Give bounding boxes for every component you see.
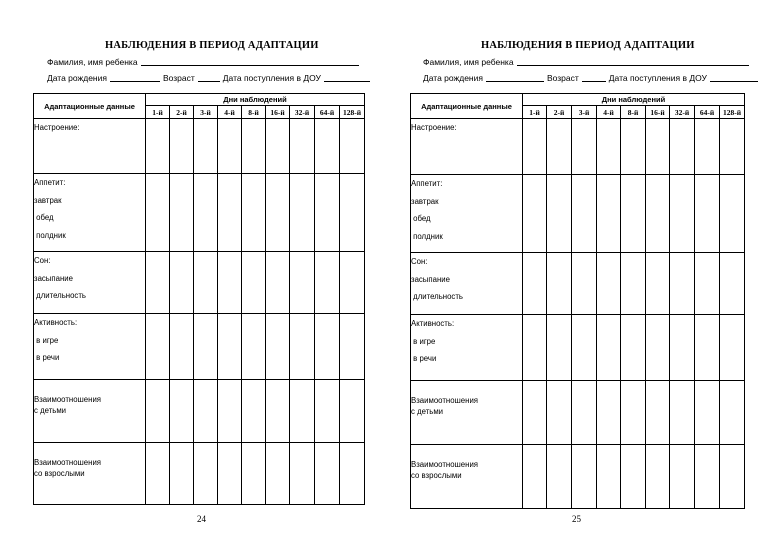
- row-label-line: Активность:: [34, 318, 78, 327]
- observation-cell[interactable]: [194, 314, 218, 380]
- observation-cell[interactable]: [315, 174, 340, 252]
- observation-cell[interactable]: [547, 119, 572, 175]
- observation-cell[interactable]: [646, 175, 670, 253]
- observation-cell[interactable]: [646, 315, 670, 381]
- day-header: 2-й: [170, 106, 194, 119]
- day-header: 16-й: [266, 106, 290, 119]
- observation-cell[interactable]: [218, 443, 242, 505]
- observation-cell[interactable]: [670, 253, 695, 315]
- observation-cell[interactable]: [266, 380, 290, 443]
- observation-cell[interactable]: [572, 253, 597, 315]
- row-label-line: Взаимоотношения: [411, 460, 479, 469]
- observation-cell[interactable]: [266, 314, 290, 380]
- observation-cell[interactable]: [646, 253, 670, 315]
- days-header: Дни наблюдений: [523, 94, 745, 106]
- observation-cell[interactable]: [523, 119, 547, 175]
- row-label: [34, 174, 146, 252]
- observation-cell[interactable]: [547, 445, 572, 509]
- day-header: 4-й: [218, 106, 242, 119]
- day-header: 3-й: [194, 106, 218, 119]
- observation-cell[interactable]: [720, 175, 745, 253]
- observation-cell[interactable]: [194, 380, 218, 443]
- row-label-line: Взаимоотношения: [411, 396, 479, 405]
- row-label-line: длительность: [411, 292, 463, 301]
- child-name-blank[interactable]: [141, 57, 359, 66]
- info-line: [423, 73, 761, 83]
- row-label-line: в речи: [411, 354, 437, 363]
- day-header: 4-й: [597, 106, 621, 119]
- page-number: 24: [197, 514, 206, 524]
- admission-date-blank[interactable]: [710, 73, 758, 82]
- age-blank[interactable]: [198, 73, 220, 82]
- observation-cell[interactable]: [572, 381, 597, 445]
- observation-cell[interactable]: [146, 174, 170, 252]
- observation-cell[interactable]: [597, 253, 621, 315]
- observation-cell[interactable]: [597, 381, 621, 445]
- observation-cell[interactable]: [194, 119, 218, 174]
- observation-table: [410, 93, 745, 509]
- right-page: [386, 0, 772, 540]
- col-header: Адаптационные данные: [411, 94, 523, 119]
- observation-cell[interactable]: [242, 119, 266, 174]
- observation-cell[interactable]: [290, 443, 315, 505]
- table-row: [34, 119, 365, 174]
- observation-cell[interactable]: [572, 119, 597, 175]
- observation-cell[interactable]: [597, 175, 621, 253]
- observation-cell[interactable]: [646, 381, 670, 445]
- page-title: НАБЛЮДЕНИЯ В ПЕРИОД АДАПТАЦИИ: [105, 40, 319, 51]
- row-label-line: со взрослыми: [34, 469, 85, 478]
- row-label-line: с детьми: [34, 406, 67, 415]
- observation-cell[interactable]: [315, 252, 340, 314]
- observation-cell[interactable]: [547, 175, 572, 253]
- table-row: [34, 380, 365, 443]
- observation-cell[interactable]: [146, 314, 170, 380]
- table-row: [411, 253, 745, 315]
- observation-cell[interactable]: [170, 119, 194, 174]
- observation-cell[interactable]: [315, 443, 340, 505]
- table-row: [34, 443, 365, 505]
- observation-cell[interactable]: [720, 381, 745, 445]
- table-row: [411, 381, 745, 445]
- observation-cell[interactable]: [146, 252, 170, 314]
- row-label-line: со взрослыми: [411, 471, 462, 480]
- row-label-line: полдник: [411, 231, 443, 241]
- table-body: [34, 119, 365, 505]
- days-header: Дни наблюдений: [146, 94, 365, 106]
- info-line: [47, 73, 373, 83]
- observation-cell[interactable]: [523, 315, 547, 381]
- row-label-line: обед: [34, 213, 54, 222]
- observation-cell[interactable]: [242, 314, 266, 380]
- observation-cell[interactable]: [290, 119, 315, 174]
- row-label-line: Настроение:: [34, 123, 80, 132]
- table-row: [411, 445, 745, 509]
- row-label-line: Взаимоотношения: [34, 395, 102, 404]
- observation-cell[interactable]: [523, 253, 547, 315]
- observation-cell[interactable]: [242, 380, 266, 443]
- row-label-line: с детьми: [411, 407, 444, 416]
- observation-cell[interactable]: [146, 443, 170, 505]
- row-label: [411, 119, 523, 175]
- observation-cell[interactable]: [695, 381, 720, 445]
- observation-cell[interactable]: [720, 119, 745, 175]
- observation-cell[interactable]: [597, 445, 621, 509]
- observation-cell[interactable]: [315, 380, 340, 443]
- observation-cell[interactable]: [290, 314, 315, 380]
- observation-cell[interactable]: [670, 381, 695, 445]
- day-header: 8-й: [621, 106, 646, 119]
- observation-cell[interactable]: [146, 119, 170, 174]
- row-label-line: в игре: [34, 335, 59, 345]
- day-header: 32-й: [670, 106, 695, 119]
- observation-cell[interactable]: [621, 315, 646, 381]
- day-header: 16-й: [646, 106, 670, 119]
- observation-cell[interactable]: [340, 380, 365, 443]
- observation-cell[interactable]: [720, 315, 745, 381]
- observation-cell[interactable]: [340, 174, 365, 252]
- observation-cell[interactable]: [170, 443, 194, 505]
- child-name-field: [423, 57, 752, 67]
- row-label-line: Настроение:: [411, 123, 457, 132]
- table-row: [34, 314, 365, 380]
- table-row: [34, 174, 365, 252]
- child-name-blank[interactable]: [517, 57, 749, 66]
- observation-cell[interactable]: [146, 380, 170, 443]
- table-row: [411, 119, 745, 175]
- row-label-line: засыпание: [34, 273, 73, 283]
- row-label-line: Аппетит:: [411, 179, 443, 188]
- child-name-label: Фамилия, имя ребенка: [423, 57, 514, 67]
- observation-cell[interactable]: [720, 253, 745, 315]
- day-header: 2-й: [547, 106, 572, 119]
- day-header: 8-й: [242, 106, 266, 119]
- observation-cell[interactable]: [218, 174, 242, 252]
- age-blank[interactable]: [582, 73, 606, 82]
- observation-cell[interactable]: [266, 174, 290, 252]
- observation-cell[interactable]: [194, 252, 218, 314]
- observation-cell[interactable]: [266, 119, 290, 174]
- row-label-line: Взаимоотношения: [34, 458, 102, 467]
- day-header: 1-й: [146, 106, 170, 119]
- observation-cell[interactable]: [194, 443, 218, 505]
- observation-cell[interactable]: [340, 252, 365, 314]
- observation-cell[interactable]: [242, 252, 266, 314]
- row-label: [411, 445, 523, 509]
- row-label-line: завтрак: [411, 196, 439, 206]
- day-header: 1-й: [523, 106, 547, 119]
- observation-cell[interactable]: [547, 315, 572, 381]
- row-label: [411, 253, 523, 315]
- day-header: 128-й: [340, 106, 365, 119]
- observation-cell[interactable]: [290, 252, 315, 314]
- observation-cell[interactable]: [290, 380, 315, 443]
- row-label-line: Аппетит:: [34, 178, 66, 187]
- observation-cell[interactable]: [194, 174, 218, 252]
- row-label: [34, 252, 146, 314]
- observation-cell[interactable]: [670, 445, 695, 509]
- observation-cell[interactable]: [547, 253, 572, 315]
- observation-cell[interactable]: [695, 445, 720, 509]
- observation-cell[interactable]: [621, 119, 646, 175]
- observation-cell[interactable]: [218, 314, 242, 380]
- observation-cell[interactable]: [621, 175, 646, 253]
- day-header: 3-й: [572, 106, 597, 119]
- observation-cell[interactable]: [597, 119, 621, 175]
- row-label-line: Активность:: [411, 319, 455, 328]
- row-label: [411, 175, 523, 253]
- row-label: [34, 443, 146, 505]
- observation-cell[interactable]: [170, 174, 194, 252]
- admission-date-label: Дата поступления в ДОУ: [608, 73, 707, 83]
- row-label: [411, 315, 523, 381]
- observation-cell[interactable]: [695, 315, 720, 381]
- observation-cell[interactable]: [340, 314, 365, 380]
- observation-cell[interactable]: [523, 381, 547, 445]
- observation-table: [33, 93, 365, 505]
- observation-cell[interactable]: [646, 119, 670, 175]
- observation-cell[interactable]: [572, 445, 597, 509]
- observation-cell[interactable]: [523, 175, 547, 253]
- observation-cell[interactable]: [695, 175, 720, 253]
- row-label-line: длительность: [34, 291, 86, 300]
- observation-cell[interactable]: [523, 445, 547, 509]
- row-label-line: Сон:: [34, 256, 51, 265]
- child-name-label: Фамилия, имя ребенка: [47, 57, 138, 67]
- observation-cell[interactable]: [621, 445, 646, 509]
- observation-cell[interactable]: [315, 119, 340, 174]
- birth-date-blank[interactable]: [110, 73, 160, 82]
- row-label: [34, 314, 146, 380]
- observation-cell[interactable]: [290, 174, 315, 252]
- admission-date-label: Дата поступления в ДОУ: [222, 73, 321, 83]
- row-label-line: обед: [411, 214, 431, 223]
- admission-date-blank[interactable]: [324, 73, 370, 82]
- birth-date-label: Дата рождения: [47, 73, 107, 83]
- observation-cell[interactable]: [695, 253, 720, 315]
- observation-cell[interactable]: [315, 314, 340, 380]
- observation-cell[interactable]: [621, 381, 646, 445]
- observation-cell[interactable]: [670, 175, 695, 253]
- row-label-line: в игре: [411, 336, 436, 346]
- age-label: Возраст: [162, 73, 195, 83]
- day-header: 32-й: [290, 106, 315, 119]
- observation-cell[interactable]: [170, 380, 194, 443]
- observation-cell[interactable]: [720, 445, 745, 509]
- observation-cell[interactable]: [266, 252, 290, 314]
- age-label: Возраст: [546, 73, 579, 83]
- observation-cell[interactable]: [646, 445, 670, 509]
- observation-cell[interactable]: [670, 315, 695, 381]
- observation-cell[interactable]: [218, 380, 242, 443]
- row-label-line: завтрак: [34, 195, 62, 205]
- observation-cell[interactable]: [695, 119, 720, 175]
- day-header: 64-й: [695, 106, 720, 119]
- observation-cell[interactable]: [597, 315, 621, 381]
- day-header: 64-й: [315, 106, 340, 119]
- observation-cell[interactable]: [547, 381, 572, 445]
- observation-cell[interactable]: [242, 443, 266, 505]
- observation-cell[interactable]: [572, 315, 597, 381]
- table-row: [34, 252, 365, 314]
- row-label-line: полдник: [34, 230, 66, 240]
- observation-cell[interactable]: [670, 119, 695, 175]
- observation-cell[interactable]: [340, 443, 365, 505]
- page-title: НАБЛЮДЕНИЯ В ПЕРИОД АДАПТАЦИИ: [481, 40, 695, 51]
- row-label-line: в речи: [34, 353, 60, 362]
- observation-cell[interactable]: [170, 252, 194, 314]
- table-row: [411, 315, 745, 381]
- col-header: Адаптационные данные: [34, 94, 146, 119]
- page-number: 25: [572, 514, 581, 524]
- birth-date-label: Дата рождения: [423, 73, 483, 83]
- table-row: [411, 175, 745, 253]
- row-label: [411, 381, 523, 445]
- observation-cell[interactable]: [218, 252, 242, 314]
- table-body: [411, 119, 745, 509]
- row-label: [34, 380, 146, 443]
- observation-cell[interactable]: [266, 443, 290, 505]
- row-label-line: Сон:: [411, 257, 428, 266]
- day-header: 128-й: [720, 106, 745, 119]
- observation-cell[interactable]: [621, 253, 646, 315]
- observation-cell[interactable]: [170, 314, 194, 380]
- observation-cell[interactable]: [572, 175, 597, 253]
- row-label-line: засыпание: [411, 274, 450, 284]
- child-name-field: [47, 57, 362, 67]
- observation-cell[interactable]: [218, 119, 242, 174]
- observation-cell[interactable]: [340, 119, 365, 174]
- row-label: [34, 119, 146, 174]
- observation-cell[interactable]: [242, 174, 266, 252]
- birth-date-blank[interactable]: [486, 73, 544, 82]
